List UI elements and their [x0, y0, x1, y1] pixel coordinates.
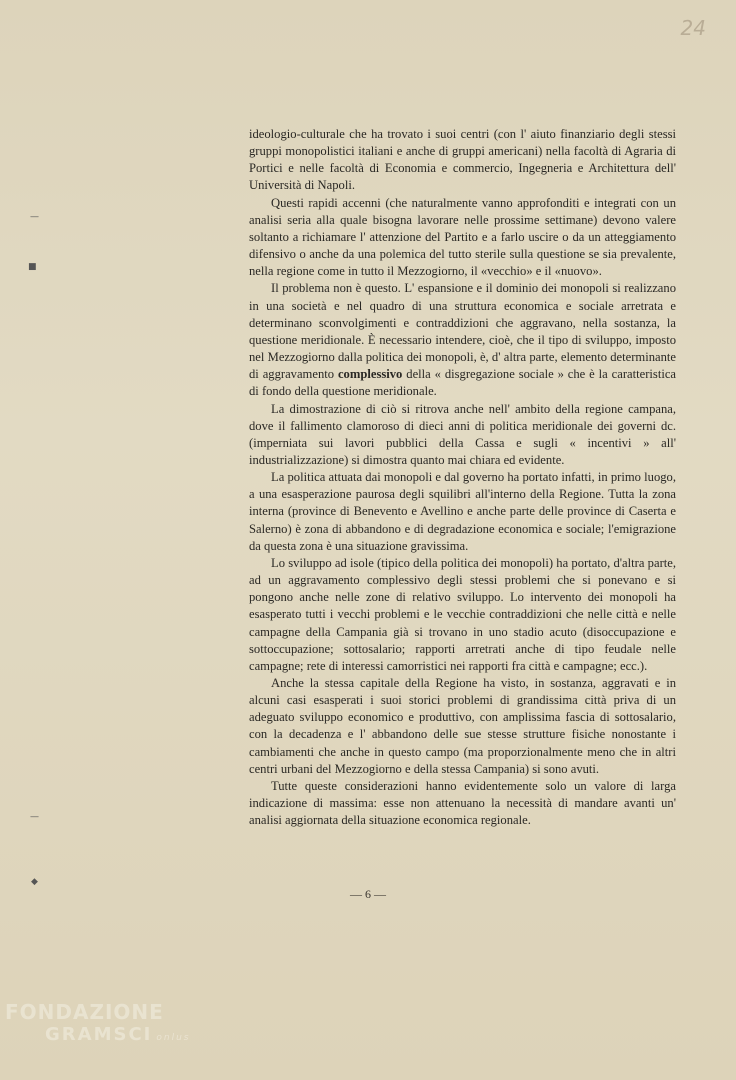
paragraph: Lo sviluppo ad isole (tipico della politica dei monopoli) ha portato, d'altra parte, ad un aggravamento complessivo degli stessi problemi che si ponevano e si pongono anche nelle zone di relativo sviluppo. Lo intervento dei monopoli ha esasperato tutti i vecchi problemi e le vecchie contraddizioni che nelle città e nelle campagne della Campania già si trovano in uno stadio acuto (disoccupazione e sottoccupazione; sottosalario; rapporti arretrati anche di tipo feudale nelle campagne; rete di interessi camorristici nei rapporti fra città e campagne; ecc.).: [249, 555, 676, 673]
paragraph-text: della « disgregazione sociale » che è la caratteristica di fondo della questione meridionale.: [249, 367, 677, 399]
watermark-onlus: onlus: [156, 1033, 191, 1043]
margin-mark: ◆: [31, 877, 38, 887]
paragraph: ideologio-culturale che ha trovato i suoi centri (con l' aiuto finanziario degli stessi gruppi monopolistici italiani e anche di gruppi americani) nella facoltà di Agraria di Portici e nelle facoltà di Economia e commercio, Ingegneria e Architettura dell' Università di Napoli.: [249, 127, 676, 193]
paragraph-text: Il problema non è questo. L' espansione e il dominio dei monopoli si realizzano in una società e nel quadro di una struttura economica e sociale arretrata e determinano sconvolgimenti e contraddizioni che aggravano, nella sostanza, la questione meridionale. È necessario intendere, cioè, che il tipo di sviluppo, imposto nel Mezzogiorno dalla politica dei monopoli, è, d' altra parte, elemento determinante di aggravamento: [249, 281, 676, 382]
watermark-line2-text: GRAMSCI: [45, 1024, 153, 1045]
margin-mark: —: [30, 212, 39, 222]
margin-mark: ■: [28, 262, 37, 272]
archive-page-number: 24: [680, 16, 706, 40]
watermark-logo: [5, 1000, 190, 1045]
watermark-line1: FONDAZIONE: [5, 1000, 164, 1024]
document-body: [249, 126, 676, 829]
paragraph: Questi rapidi accenni (che naturalmente vanno approfonditi e integrati con un analisi seria alla quale bisogna lavorare nelle prossime settimane) devono valere soltanto a richiamare l' attenzione del Partito e a farlo uscire o da un atteggiamento difensivo o anche da una polemica del tutto sterile sulla questione se sia prevalente, nella regione come in tutto il Mezzogiorno, il «vecchio» e il «nuovo».: [249, 195, 676, 279]
paragraph: Anche la stessa capitale della Regione ha visto, in sostanza, aggravati e in alcuni casi esasperati i suoi storici problemi di grandissima città priva di un adeguato sviluppo economico e produttivo, con amplissima fascia di sottosalario, con la decadenza e l' abbandono delle sue stesse strutture fisiche nonostante i cambiamenti che anche in questo campo (ma proporzionalmente meno che in altri centri urbani del Mezzogiorno e della stessa Campania) si sono avuti.: [249, 676, 676, 776]
watermark-line2: [45, 1024, 190, 1045]
paragraph: Tutte queste considerazioni hanno evidentemente solo un valore di larga indicazione di massima: esse non attenuano la necessità di mandare avanti un' analisi aggiornata della situazione economica regionale.: [249, 778, 676, 828]
page-number: — 6 —: [350, 887, 386, 901]
paragraph: La dimostrazione di ciò si ritrova anche nell' ambito della regione campana, dove il fallimento clamoroso di dieci anni di politica meridionale dei governi dc. (imperniata sui lavori pubblici della Cassa e sugli « incentivi » all' industrializzazione) si dimostra quanto mai chiara ed evidente.: [249, 401, 676, 467]
paragraph: [249, 280, 676, 400]
margin-mark: —: [30, 812, 39, 822]
paragraph: La politica attuata dai monopoli e dal governo ha portato infatti, in primo luogo, a una esasperazione paurosa degli squilibri all'interno della Regione. Tutta la zona interna (province di Benevento e Avellino e anche parte delle province di Caserta e Salerno) è zona di abbandono e di degradazione economica e sociale; l'emigrazione da questa zona è una situazione gravissima.: [249, 470, 676, 553]
emphasized-word: complessivo: [337, 367, 403, 382]
